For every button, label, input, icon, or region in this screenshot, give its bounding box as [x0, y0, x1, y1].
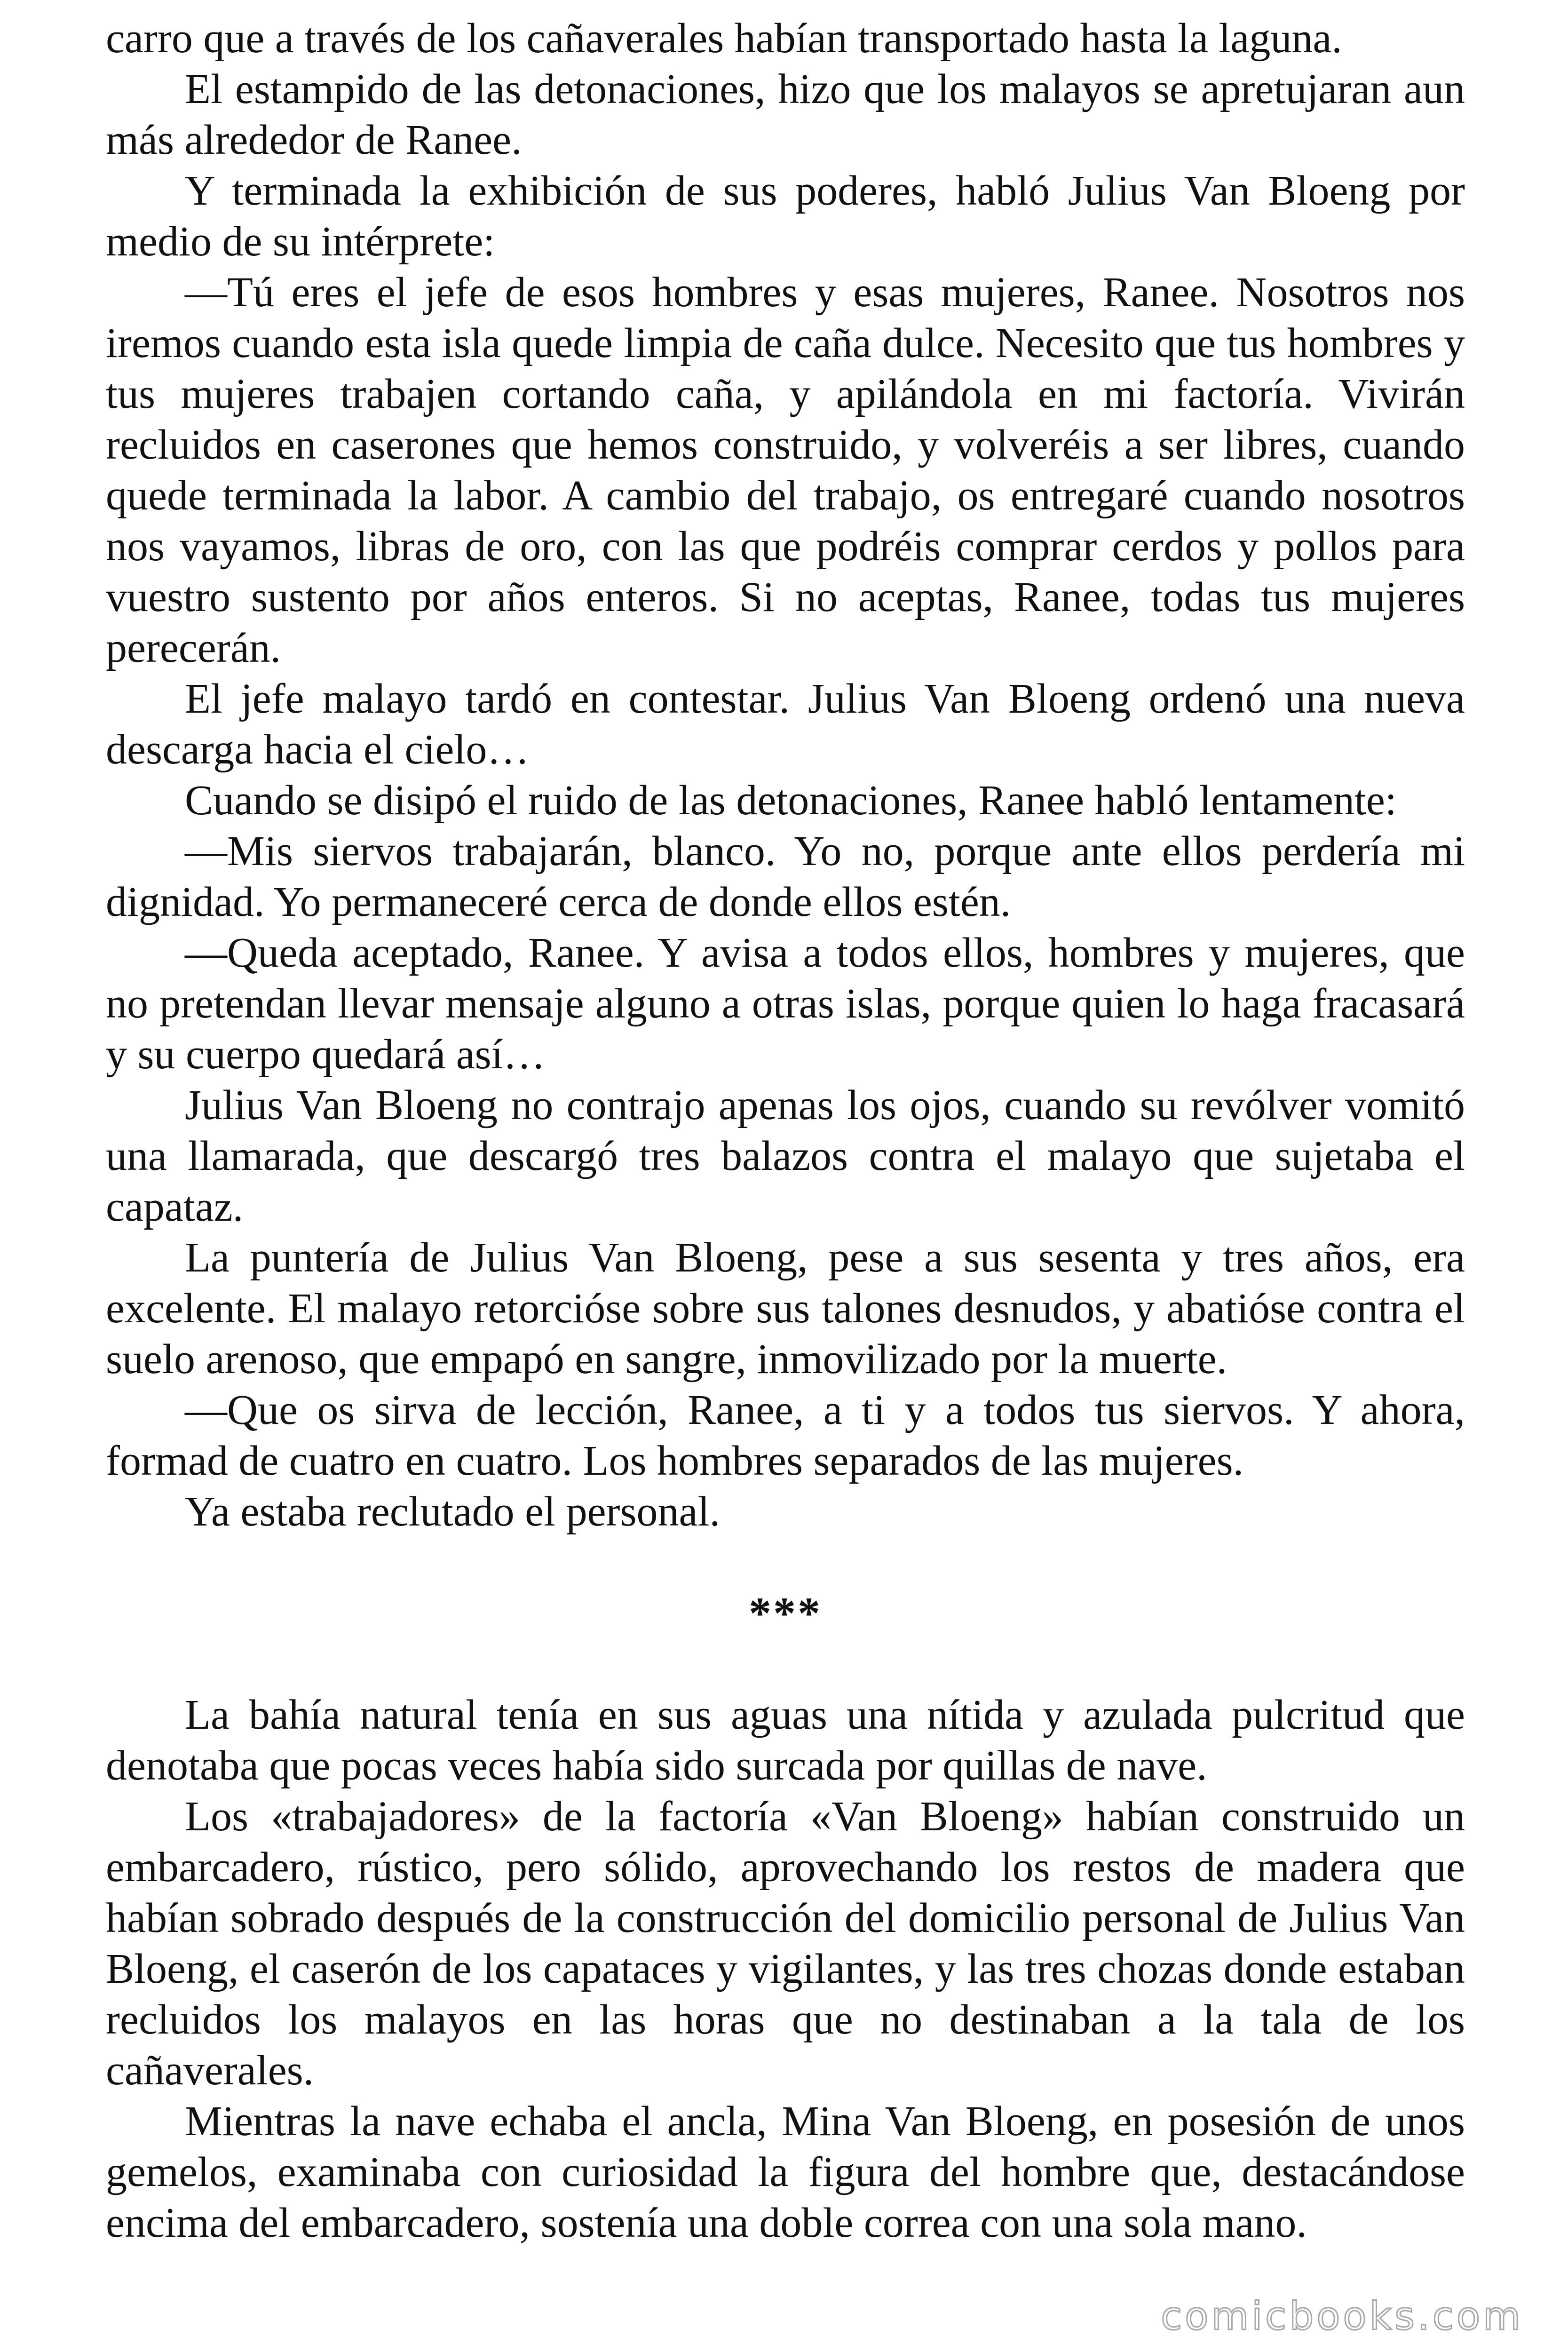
watermark-logo: comicbooks.com: [1161, 2294, 1523, 2339]
paragraph: Julius Van Bloeng no contrajo apenas los ojos, cuando su revólver vomitó una llamarada, que descargó tres balazos contra el malayo que sujetaba el capataz.: [106, 1082, 1465, 1230]
section-separator: ***: [749, 1588, 822, 1638]
paragraph: Cuando se disipó el ruido de las detonaciones, Ranee habló lentamente:: [185, 777, 1397, 824]
paragraph: El estampido de las detonaciones, hizo que los malayos se apretujaran aun más alrededor de Ranee.: [106, 66, 1465, 163]
paragraph: La bahía natural tenía en sus aguas una nítida y azulada pulcritud que denotaba que pocas veces había sido surcada por quillas de nave.: [106, 1692, 1465, 1789]
paragraph: Mientras la nave echaba el ancla, Mina Van Bloeng, en posesión de unos gemelos, examinaba con curiosidad la figura del hombre que, destacándose encima del embarcadero, sostenía una doble correa con una sola mano.: [106, 2098, 1465, 2246]
paragraph: La puntería de Julius Van Bloeng, pese a sus sesenta y tres años, era excelente. El malayo retorcióse sobre sus talones desnudos, y abatióse contra el suelo arenoso, que empapó en sangre, inmovilizado por la muerte.: [106, 1234, 1465, 1383]
paragraph: —Que os sirva de lección, Ranee, a ti y a todos tus siervos. Y ahora, formad de cuatro en cuatro. Los hombres separados de las mujeres.: [106, 1387, 1465, 1484]
paragraph: El jefe malayo tardó en contestar. Julius Van Bloeng ordenó una nueva descarga hacia el cielo…: [106, 675, 1465, 773]
paragraph: —Tú eres el jefe de esos hombres y esas mujeres, Ranee. Nosotros nos iremos cuando esta isla quede limpia de caña dulce. Necesito que tus hombres y tus mujeres trabajen cortando caña, y apilándola en mi factoría. Vivirán recluidos en caserones que hemos construido, y volveréis a ser libres, cuando quede terminada la labor. A cambio del trabajo, os entregaré cuando nosotros nos vayamos, libras de oro, con las que podréis comprar cerdos y pollos para vuestro sustento por años enteros. Si no aceptas, Ranee, todas tus mujeres perecerán.: [106, 269, 1465, 671]
text-column: [106, 13, 1465, 2249]
paragraph: carro que a través de los cañaverales habían transportado hasta la laguna.: [106, 15, 1342, 62]
paragraph: Los «trabajadores» de la factoría «Van Bloeng» habían construido un embarcadero, rústico, pero sólido, aprovechando los restos de madera que habían sobrado después de la construcción del domicilio personal de Julius Van Bloeng, el caserón de los capataces y vigilantes, y las tres chozas donde estaban recluidos los malayos en las horas que no destinaban a la tala de los cañaverales.: [106, 1793, 1465, 2094]
paragraph: Ya estaba reclutado el personal.: [185, 1488, 720, 1535]
paragraph: —Mis siervos trabajarán, blanco. Yo no, porque ante ellos perdería mi dignidad. Yo permaneceré cerca de donde ellos estén.: [106, 828, 1465, 925]
paragraph: —Queda aceptado, Ranee. Y avisa a todos ellos, hombres y mujeres, que no pretendan llevar mensaje alguno a otras islas, porque quien lo haga fracasará y su cuerpo quedará así…: [106, 930, 1465, 1078]
paragraph: Y terminada la exhibición de sus poderes, habló Julius Van Bloeng por medio de su intérprete:: [106, 167, 1465, 265]
